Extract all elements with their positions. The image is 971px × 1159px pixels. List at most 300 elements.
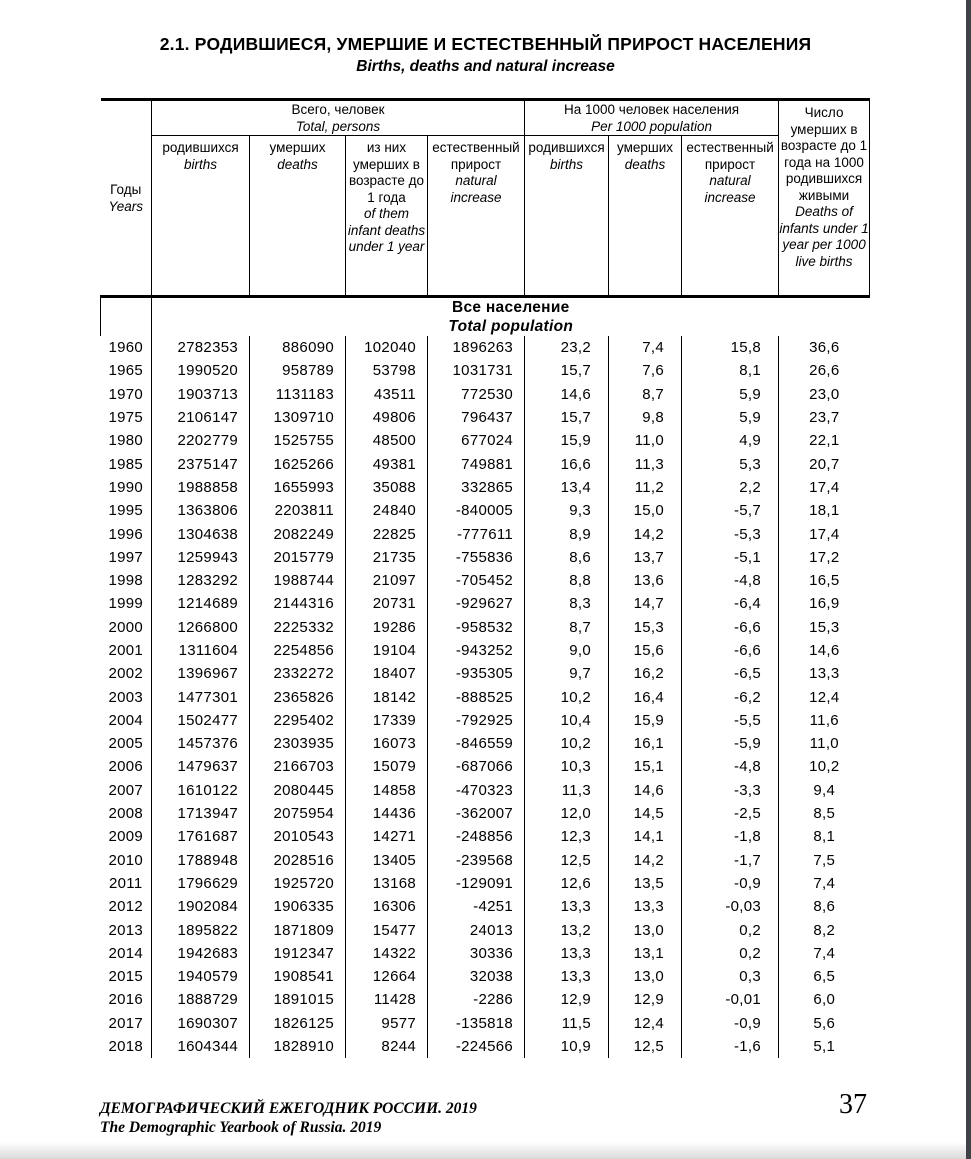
value-cell: 8,6 [525, 546, 609, 569]
value-cell: -2,5 [682, 802, 779, 825]
value-cell: 1761687 [152, 825, 250, 848]
value-cell: 14,7 [609, 592, 682, 615]
table-row [101, 522, 870, 545]
value-cell: 13,0 [609, 965, 682, 988]
table-row [101, 755, 870, 778]
value-cell: 11,3 [525, 779, 609, 802]
value-cell: -0,9 [682, 872, 779, 895]
value-cell: 1604344 [152, 1035, 250, 1058]
table-row [101, 406, 870, 429]
value-cell: -1,8 [682, 825, 779, 848]
value-cell: -6,5 [682, 662, 779, 685]
value-cell: 12664 [346, 965, 428, 988]
value-cell: 15,9 [609, 709, 682, 732]
value-cell: 48500 [346, 429, 428, 452]
page-number: 37 [839, 1089, 867, 1120]
value-cell: 7,6 [609, 359, 682, 382]
group-header-per-1000 [525, 100, 779, 136]
table-row [101, 872, 870, 895]
value-cell: 17339 [346, 709, 428, 732]
value-cell: -5,7 [682, 499, 779, 522]
value-cell: 1902084 [152, 895, 250, 918]
value-cell: 7,5 [779, 849, 870, 872]
value-cell: -687066 [428, 755, 525, 778]
value-cell: 1906335 [250, 895, 346, 918]
value-cell: -1,6 [682, 1035, 779, 1058]
value-cell: 1895822 [152, 918, 250, 941]
value-cell: 2144316 [250, 592, 346, 615]
value-cell: 7,4 [779, 872, 870, 895]
value-cell: 14271 [346, 825, 428, 848]
value-cell: 5,3 [682, 452, 779, 475]
table-row [101, 1035, 870, 1058]
value-cell: 13,0 [609, 918, 682, 941]
header-imr-ru: Число умерших в возрасте до 1 года на 1000 родившихся живыми [780, 105, 868, 203]
value-cell: -248856 [428, 825, 525, 848]
year-cell: 2014 [108, 944, 144, 962]
value-cell: 16,1 [609, 732, 682, 755]
value-cell: -777611 [428, 522, 525, 545]
value-cell: 21735 [346, 546, 428, 569]
value-cell: 14858 [346, 779, 428, 802]
header-births-rate-en: births [550, 156, 584, 172]
value-cell: 11,3 [609, 452, 682, 475]
value-cell: -6,6 [682, 616, 779, 639]
value-cell: 12,4 [609, 1012, 682, 1035]
value-cell: 8,7 [609, 383, 682, 406]
table-row [101, 546, 870, 569]
book-footer [100, 1099, 477, 1137]
value-cell: 12,9 [525, 988, 609, 1011]
value-cell: 16073 [346, 732, 428, 755]
table-row [101, 616, 870, 639]
value-cell: 1655993 [250, 476, 346, 499]
value-cell: 12,9 [609, 988, 682, 1011]
value-cell: 12,6 [525, 872, 609, 895]
value-cell: 1988858 [152, 476, 250, 499]
table-row [101, 988, 870, 1011]
year-cell: 2005 [108, 735, 144, 753]
value-cell: -755836 [428, 546, 525, 569]
value-cell: 11,6 [779, 709, 870, 732]
value-cell: 1988744 [250, 569, 346, 592]
table-row [101, 452, 870, 475]
value-cell: 10,9 [525, 1035, 609, 1058]
value-cell: 6,5 [779, 965, 870, 988]
value-cell: 2166703 [250, 755, 346, 778]
value-cell: -470323 [428, 779, 525, 802]
footer-title-en: The Demographic Yearbook of Russia. 2019 [100, 1119, 382, 1136]
table-row [101, 569, 870, 592]
value-cell: 8,1 [779, 825, 870, 848]
value-cell: -888525 [428, 685, 525, 708]
header-deaths-en: deaths [277, 156, 318, 172]
table-row [101, 1012, 870, 1035]
value-cell: 12,5 [609, 1035, 682, 1058]
value-cell: 11,2 [609, 476, 682, 499]
value-cell: 1214689 [152, 592, 250, 615]
value-cell: 14,2 [609, 849, 682, 872]
value-cell: 2080445 [250, 779, 346, 802]
value-cell: 36,6 [779, 336, 870, 359]
value-cell: 11,5 [525, 1012, 609, 1035]
value-cell: 886090 [250, 336, 346, 359]
page-bottom-edge [0, 1142, 966, 1159]
value-cell: 18142 [346, 685, 428, 708]
value-cell: 1457376 [152, 732, 250, 755]
header-births-ru: родившихся [162, 140, 239, 155]
value-cell: 332865 [428, 476, 525, 499]
table-row [101, 942, 870, 965]
value-cell: -705452 [428, 569, 525, 592]
value-cell: 8,5 [779, 802, 870, 825]
header-natural-increase-rate-en: natural increase [704, 173, 756, 205]
value-cell: 12,3 [525, 825, 609, 848]
value-cell: 9,7 [525, 662, 609, 685]
value-cell: -129091 [428, 872, 525, 895]
value-cell: 16,6 [525, 452, 609, 475]
value-cell: 2203811 [250, 499, 346, 522]
value-cell: 2225332 [250, 616, 346, 639]
value-cell: 15079 [346, 755, 428, 778]
value-cell: 2015779 [250, 546, 346, 569]
value-cell: 15,1 [609, 755, 682, 778]
value-cell: 1311604 [152, 639, 250, 662]
value-cell: 8,2 [779, 918, 870, 941]
value-cell: 30336 [428, 942, 525, 965]
value-cell: 14322 [346, 942, 428, 965]
value-cell: 14436 [346, 802, 428, 825]
value-cell: 10,3 [525, 755, 609, 778]
section-spacer-cell [101, 297, 152, 337]
value-cell: 22825 [346, 522, 428, 545]
value-cell: 1266800 [152, 616, 250, 639]
value-cell: 10,2 [525, 685, 609, 708]
value-cell: 1309710 [250, 406, 346, 429]
year-cell: 1980 [108, 432, 144, 450]
year-cell: 1990 [108, 478, 144, 496]
header-infant-deaths-ru: из них умерших в возрасте до 1 года [348, 140, 424, 205]
value-cell: -846559 [428, 732, 525, 755]
value-cell: 49806 [346, 406, 428, 429]
value-cell: -0,03 [682, 895, 779, 918]
value-cell: 749881 [428, 452, 525, 475]
year-cell: 2008 [108, 805, 144, 823]
value-cell: 8,7 [525, 616, 609, 639]
value-cell: 1826125 [250, 1012, 346, 1035]
value-cell: 1903713 [152, 383, 250, 406]
group-per1000-ru: На 1000 человек населения [564, 102, 740, 117]
year-cell: 2006 [108, 758, 144, 776]
value-cell: -958532 [428, 616, 525, 639]
table-row [101, 779, 870, 802]
value-cell: 14,2 [609, 522, 682, 545]
value-cell: 1796629 [152, 872, 250, 895]
column-header-natural-increase-total [428, 136, 525, 297]
value-cell: 1031731 [428, 359, 525, 382]
value-cell: 9,4 [779, 779, 870, 802]
value-cell: 9577 [346, 1012, 428, 1035]
year-cell: 2002 [108, 665, 144, 683]
value-cell: 1942683 [152, 942, 250, 965]
value-cell: 7,4 [609, 336, 682, 359]
value-cell: 15,3 [609, 616, 682, 639]
value-cell: 0,2 [682, 918, 779, 941]
table-row [101, 685, 870, 708]
table-row [101, 802, 870, 825]
value-cell: 2028516 [250, 849, 346, 872]
value-cell: -6,2 [682, 685, 779, 708]
value-cell: -4,8 [682, 755, 779, 778]
table-row [101, 336, 870, 359]
year-cell: 2007 [108, 781, 144, 799]
header-years-en: Years [108, 198, 144, 214]
table-row [101, 429, 870, 452]
year-cell: 1965 [108, 362, 144, 380]
table-row [101, 476, 870, 499]
year-cell: 2013 [108, 921, 144, 939]
column-header-deaths-total [250, 136, 346, 297]
year-cell: 1985 [108, 455, 144, 473]
value-cell: 2,2 [682, 476, 779, 499]
table-body [101, 297, 870, 1059]
year-cell: 2004 [108, 711, 144, 729]
value-cell: 1713947 [152, 802, 250, 825]
value-cell: 32038 [428, 965, 525, 988]
value-cell: 21097 [346, 569, 428, 592]
value-cell: 13,4 [525, 476, 609, 499]
value-cell: 1363806 [152, 499, 250, 522]
value-cell: 1259943 [152, 546, 250, 569]
value-cell: 1477301 [152, 685, 250, 708]
value-cell: -5,5 [682, 709, 779, 732]
value-cell: 16,5 [779, 569, 870, 592]
value-cell: -6,4 [682, 592, 779, 615]
value-cell: 13,3 [525, 942, 609, 965]
group-total-en: Total, persons [295, 118, 381, 134]
value-cell: 17,2 [779, 546, 870, 569]
value-cell: 15,8 [682, 336, 779, 359]
value-cell: -935305 [428, 662, 525, 685]
table-title-ru: 2.1. РОДИВШИЕСЯ, УМЕРШИЕ И ЕСТЕСТВЕННЫЙ ПРИРОСТ НАСЕЛЕНИЯ [159, 34, 812, 54]
value-cell: 19286 [346, 616, 428, 639]
value-cell: 2295402 [250, 709, 346, 732]
year-cell: 1970 [108, 385, 144, 403]
section-title [152, 297, 870, 337]
value-cell: 20,7 [779, 452, 870, 475]
value-cell: 13,6 [609, 569, 682, 592]
table-row [101, 383, 870, 406]
header-years-ru: Годы [110, 182, 142, 197]
page-right-edge [966, 0, 971, 1159]
value-cell: -4,8 [682, 569, 779, 592]
value-cell: 16,2 [609, 662, 682, 685]
table-row [101, 918, 870, 941]
year-cell: 2001 [108, 642, 144, 659]
value-cell: 8244 [346, 1035, 428, 1058]
value-cell: 1131183 [250, 383, 346, 406]
value-cell: 1283292 [152, 569, 250, 592]
value-cell: 8,6 [779, 895, 870, 918]
header-deaths-ru: умерших [269, 140, 326, 155]
year-cell: 1995 [108, 502, 144, 520]
value-cell: 958789 [250, 359, 346, 382]
value-cell: 18,1 [779, 499, 870, 522]
value-cell: 5,9 [682, 406, 779, 429]
value-cell: 14,6 [609, 779, 682, 802]
value-cell: 20731 [346, 592, 428, 615]
table-row [101, 732, 870, 755]
value-cell: 23,7 [779, 406, 870, 429]
table-row [101, 709, 870, 732]
value-cell: 5,9 [682, 383, 779, 406]
value-cell: 14,6 [525, 383, 609, 406]
table-row [101, 592, 870, 615]
value-cell: 6,0 [779, 988, 870, 1011]
value-cell: 11,0 [779, 732, 870, 755]
value-cell: 2082249 [250, 522, 346, 545]
value-cell: 1479637 [152, 755, 250, 778]
header-natural-increase-en: natural increase [450, 173, 502, 205]
value-cell: 2010543 [250, 825, 346, 848]
value-cell: 1625266 [250, 452, 346, 475]
value-cell: -792925 [428, 709, 525, 732]
value-cell: 17,4 [779, 476, 870, 499]
value-cell: 7,4 [779, 942, 870, 965]
header-infant-deaths-en: of them infant deaths under 1 year [347, 206, 426, 254]
value-cell: 49381 [346, 452, 428, 475]
table-row [101, 849, 870, 872]
column-header-years [101, 100, 152, 297]
value-cell: -362007 [428, 802, 525, 825]
value-cell: 0,2 [682, 942, 779, 965]
value-cell: 1990520 [152, 359, 250, 382]
value-cell: 1525755 [250, 429, 346, 452]
footer-title-ru: ДЕМОГРАФИЧЕСКИЙ ЕЖЕГОДНИК РОССИИ. 2019 [100, 1100, 477, 1117]
value-cell: 12,4 [779, 685, 870, 708]
table-row [101, 895, 870, 918]
value-cell: 12,0 [525, 802, 609, 825]
value-cell: 13,2 [525, 918, 609, 941]
value-cell: 2254856 [250, 639, 346, 662]
year-cell: 2015 [108, 968, 144, 986]
value-cell: 1502477 [152, 709, 250, 732]
value-cell: 1888729 [152, 988, 250, 1011]
table-row [101, 639, 870, 662]
value-cell: 9,8 [609, 406, 682, 429]
value-cell: 102040 [346, 336, 428, 359]
header-deaths-rate-ru: умерших [617, 140, 674, 155]
value-cell: 13,7 [609, 546, 682, 569]
column-header-infant-mortality-rate [779, 100, 870, 297]
value-cell: 2303935 [250, 732, 346, 755]
value-cell: 2075954 [250, 802, 346, 825]
value-cell: 2202779 [152, 429, 250, 452]
table-title-en: Births, deaths and natural increase [356, 58, 615, 75]
value-cell: -929627 [428, 592, 525, 615]
column-header-births-total [152, 136, 250, 297]
header-births-en: births [183, 156, 217, 172]
value-cell: 24013 [428, 918, 525, 941]
value-cell: -6,6 [682, 639, 779, 662]
year-cell: 2011 [109, 874, 143, 892]
value-cell: 1304638 [152, 522, 250, 545]
value-cell: 0,3 [682, 965, 779, 988]
year-cell: 2016 [108, 991, 144, 1009]
table-row [101, 965, 870, 988]
year-cell: 1996 [108, 525, 144, 543]
value-cell: 1940579 [152, 965, 250, 988]
table-row [101, 825, 870, 848]
value-cell: -1,7 [682, 849, 779, 872]
value-cell: 772530 [428, 383, 525, 406]
value-cell: 2332272 [250, 662, 346, 685]
value-cell: 15,7 [525, 406, 609, 429]
value-cell: 12,5 [525, 849, 609, 872]
value-cell: 10,2 [779, 755, 870, 778]
value-cell: 1912347 [250, 942, 346, 965]
year-cell: 2009 [108, 828, 144, 846]
value-cell: 677024 [428, 429, 525, 452]
value-cell: 1396967 [152, 662, 250, 685]
value-cell: 15477 [346, 918, 428, 941]
table-row [101, 499, 870, 522]
value-cell: 9,0 [525, 639, 609, 662]
section-title-en: Total population [448, 318, 574, 335]
value-cell: 14,5 [609, 802, 682, 825]
value-cell: -239568 [428, 849, 525, 872]
section-header-row [101, 297, 870, 337]
value-cell: 8,3 [525, 592, 609, 615]
value-cell: -5,3 [682, 522, 779, 545]
value-cell: 10,4 [525, 709, 609, 732]
value-cell: 13,3 [525, 895, 609, 918]
value-cell: 8,1 [682, 359, 779, 382]
value-cell: -0,9 [682, 1012, 779, 1035]
value-cell: 15,0 [609, 499, 682, 522]
value-cell: -3,3 [682, 779, 779, 802]
year-cell: 2012 [108, 898, 144, 916]
year-cell: 1999 [108, 595, 144, 613]
value-cell: 16,9 [779, 592, 870, 615]
value-cell: 13,3 [609, 895, 682, 918]
value-cell: 1908541 [250, 965, 346, 988]
header-births-rate-ru: родившихся [528, 140, 605, 155]
header-natural-increase-ru: естественный прирост [432, 140, 520, 172]
value-cell: 8,8 [525, 569, 609, 592]
column-header-deaths-rate [609, 136, 682, 297]
table-row [101, 662, 870, 685]
value-cell: 9,3 [525, 499, 609, 522]
value-cell: 15,7 [525, 359, 609, 382]
value-cell: 17,4 [779, 522, 870, 545]
value-cell: 53798 [346, 359, 428, 382]
value-cell: 1891015 [250, 988, 346, 1011]
value-cell: 13,1 [609, 942, 682, 965]
value-cell: 1925720 [250, 872, 346, 895]
value-cell: 8,9 [525, 522, 609, 545]
value-cell: 2782353 [152, 336, 250, 359]
value-cell: 13,3 [525, 965, 609, 988]
header-natural-increase-rate-ru: естественный прирост [686, 140, 774, 172]
year-cell: 2000 [108, 618, 144, 636]
year-cell: 2010 [108, 851, 144, 869]
year-cell: 2017 [108, 1014, 144, 1032]
value-cell: 1690307 [152, 1012, 250, 1035]
value-cell: 2106147 [152, 406, 250, 429]
value-cell: 15,6 [609, 639, 682, 662]
year-cell: 1960 [108, 339, 144, 357]
